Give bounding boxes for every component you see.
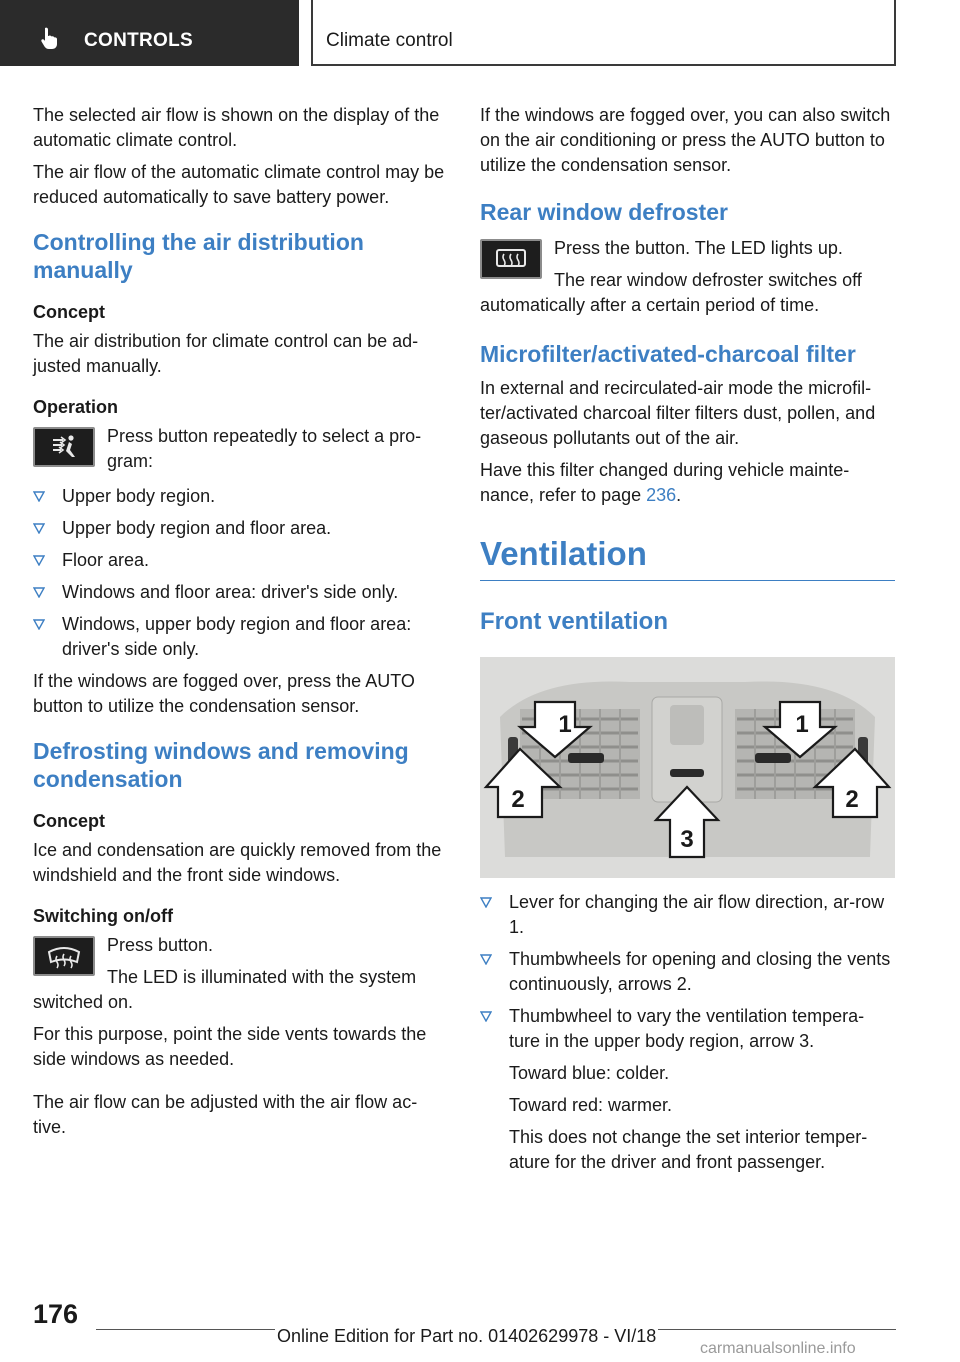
list-item: Lever for changing the air flow direction, ar‐row 1. bbox=[480, 890, 895, 940]
sub-paragraph: Toward blue: colder. bbox=[509, 1063, 670, 1083]
vent-illustration bbox=[480, 657, 895, 878]
list-item: Windows, upper body region and floor area: driver's side only. bbox=[33, 612, 448, 662]
subheading-concept: Concept bbox=[33, 811, 105, 831]
label-1-left: 1 bbox=[558, 711, 572, 738]
paragraph: If the windows are fogged over, you can also switch on the air conditioning or press the AUTO button to utilize the condensation sensor. bbox=[480, 105, 891, 175]
heading-microfilter: Microfilter/activated-charcoal filter bbox=[480, 341, 856, 367]
front-ventilation-photo bbox=[480, 657, 895, 878]
subheading-concept: Concept bbox=[33, 302, 105, 322]
rear-defrost-button-row bbox=[480, 236, 895, 286]
list-item: Upper body region and floor area. bbox=[33, 516, 448, 541]
heading-rear-defroster: Rear window defroster bbox=[480, 199, 728, 225]
operation-button-row bbox=[33, 424, 448, 474]
triangle-bullet-icon bbox=[480, 897, 492, 908]
paragraph: Have this filter changed during vehicle mainte‐nance, refer to page 236. bbox=[480, 460, 850, 505]
paragraph: Press button. bbox=[107, 935, 214, 955]
left-column bbox=[33, 103, 448, 1147]
list-item: Thumbwheel to vary the ventilation tempera‐ture in the upper body region, arrow 3. Toward blue: colder. Toward red: warmer. This does not change the set interior temper‐ature for the driver and front passenger. bbox=[480, 1004, 895, 1175]
heading-defrost: Defrosting windows and removing condensation bbox=[33, 738, 409, 792]
label-1-right: 1 bbox=[795, 711, 809, 738]
triangle-bullet-icon bbox=[33, 587, 45, 598]
list-item: Floor area. bbox=[33, 548, 448, 573]
subheading-operation: Operation bbox=[33, 397, 119, 417]
sub-paragraph: Toward red: warmer. bbox=[509, 1095, 673, 1115]
sub-paragraph: This does not change the set interior temper‐ature for the driver and front passenger. bbox=[509, 1127, 868, 1172]
triangle-bullet-icon bbox=[33, 523, 45, 534]
triangle-bullet-icon bbox=[33, 619, 45, 630]
paragraph: The selected air flow is shown on the display of the automatic climate control. bbox=[33, 105, 440, 150]
paragraph: Press button repeatedly to select a pro‐gram: bbox=[107, 426, 422, 471]
triangle-bullet-icon bbox=[33, 491, 45, 502]
paragraph: The air distribution for climate control can be ad‐justed manually. bbox=[33, 331, 419, 376]
paragraph: For this purpose, point the side vents towards the side windows as needed. bbox=[33, 1024, 427, 1069]
rear-window-defrost-button-icon bbox=[480, 239, 542, 279]
right-column bbox=[480, 103, 895, 1182]
label-3: 3 bbox=[680, 826, 694, 853]
defrost-button-row bbox=[33, 933, 448, 983]
air-distribution-button-icon bbox=[33, 427, 95, 467]
site-watermark: carmanualsonline.info bbox=[700, 1340, 856, 1357]
page-header bbox=[0, 0, 960, 66]
paragraph: In external and recirculated-air mode the microfil‐ter/activated charcoal filter filters dust, pollen, and gaseous pollutants out of the air. bbox=[480, 378, 876, 448]
list-item: Upper body region. bbox=[33, 484, 448, 509]
chapter-box bbox=[311, 0, 896, 66]
list-item: Windows and floor area: driver's side only. bbox=[33, 580, 448, 605]
page-number: 176 bbox=[33, 1299, 79, 1329]
ventilation-list bbox=[480, 890, 895, 1175]
heading-ventilation: Ventilation bbox=[480, 534, 895, 581]
triangle-bullet-icon bbox=[480, 954, 492, 965]
section-tab bbox=[0, 0, 299, 66]
edition-note: Online Edition for Part no. 01402629978 - VI/18 bbox=[277, 1326, 657, 1346]
paragraph: The rear window defroster switches off automatically after a certain period of time. bbox=[480, 270, 862, 315]
program-list bbox=[33, 484, 448, 662]
paragraph: The LED is illuminated with the system switched on. bbox=[33, 967, 417, 1012]
label-2-left: 2 bbox=[511, 786, 525, 813]
paragraph: The air flow of the automatic climate control may be reduced automatically to save battery power. bbox=[33, 162, 445, 207]
heading-front-ventilation: Front ventilation bbox=[480, 608, 668, 635]
hand-pointer-icon bbox=[40, 26, 62, 50]
chapter-title: Climate control bbox=[326, 30, 453, 51]
heading-air-distribution: Controlling the air distribution manually bbox=[33, 229, 364, 283]
windshield-defrost-button-icon bbox=[33, 936, 95, 976]
paragraph: If the windows are fogged over, press the AUTO button to utilize the condensation sensor. bbox=[33, 671, 415, 716]
label-2-right: 2 bbox=[845, 786, 859, 813]
triangle-bullet-icon bbox=[480, 1011, 492, 1022]
list-item: Thumbwheels for opening and closing the vents continuously, arrows 2. bbox=[480, 947, 895, 997]
section-title: CONTROLS bbox=[84, 30, 194, 51]
triangle-bullet-icon bbox=[33, 555, 45, 566]
paragraph: Ice and condensation are quickly removed from the windshield and the front side windows. bbox=[33, 840, 442, 885]
page-reference-link[interactable]: 236 bbox=[646, 485, 677, 505]
paragraph: Press the button. The LED lights up. bbox=[554, 238, 843, 258]
paragraph: The air flow can be adjusted with the air flow ac‐tive. bbox=[33, 1092, 418, 1137]
subheading-switching: Switching on/off bbox=[33, 906, 173, 926]
